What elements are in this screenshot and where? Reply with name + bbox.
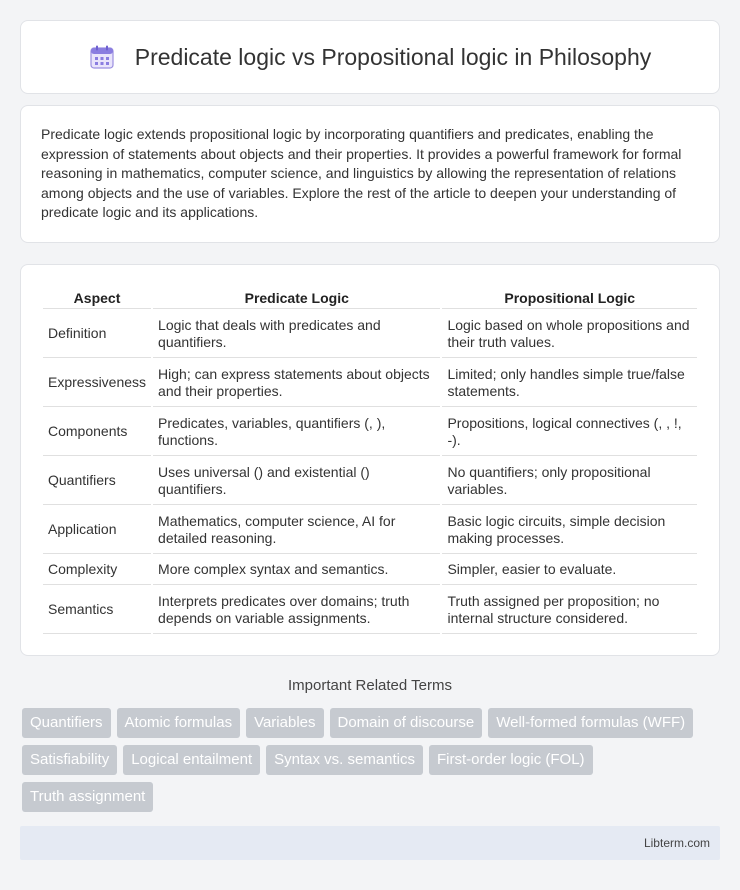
table-cell: Logic that deals with predicates and quantifiers. bbox=[153, 311, 440, 358]
related-term-tag[interactable]: Truth assignment bbox=[22, 782, 153, 812]
related-terms-list bbox=[22, 708, 702, 812]
related-term-tag[interactable]: Variables bbox=[246, 708, 323, 738]
table-header-row bbox=[43, 287, 697, 309]
table-cell: Application bbox=[43, 507, 151, 554]
comparison-table-card bbox=[20, 264, 720, 656]
related-term-tag[interactable]: Logical entailment bbox=[123, 745, 260, 775]
related-term-tag[interactable]: Quantifiers bbox=[22, 708, 111, 738]
table-cell: Truth assigned per proposition; no internal structure considered. bbox=[442, 587, 697, 634]
table-cell: Basic logic circuits, simple decision making processes. bbox=[442, 507, 697, 554]
comparison-table bbox=[41, 285, 699, 636]
table-cell: Propositions, logical connectives (, , !, -). bbox=[442, 409, 697, 456]
table-cell: Semantics bbox=[43, 587, 151, 634]
table-row bbox=[43, 311, 697, 358]
related-term-tag[interactable]: First-order logic (FOL) bbox=[429, 745, 593, 775]
header-propositional-logic: Propositional Logic bbox=[442, 287, 697, 309]
table-cell: Limited; only handles simple true/false statements. bbox=[442, 360, 697, 407]
intro-text: Predicate logic extends propositional logic by incorporating quantifiers and predicates, enabling the expression of statements about objects and their properties. It provides a powerful framework for formal reasoning in mathematics, computer science, and linguistics by allowing the representation of relations among objects and the use of variables. Explore the rest of the article to deepen your understanding of predicate logic and its applications. bbox=[41, 126, 682, 220]
table-cell: Interprets predicates over domains; truth depends on variable assignments. bbox=[153, 587, 440, 634]
title-card bbox=[20, 20, 720, 94]
table-row bbox=[43, 507, 697, 554]
footer bbox=[20, 826, 720, 860]
table-cell: Logic based on whole propositions and their truth values. bbox=[442, 311, 697, 358]
related-term-tag[interactable]: Atomic formulas bbox=[117, 708, 241, 738]
table-row bbox=[43, 556, 697, 585]
table-row bbox=[43, 360, 697, 407]
table-cell: Quantifiers bbox=[43, 458, 151, 505]
related-terms-title: Important Related Terms bbox=[288, 677, 452, 694]
table-cell: Simpler, easier to evaluate. bbox=[442, 556, 697, 585]
header-predicate-logic: Predicate Logic bbox=[153, 287, 440, 309]
table-row bbox=[43, 458, 697, 505]
related-term-tag[interactable]: Well-formed formulas (WFF) bbox=[488, 708, 693, 738]
table-cell: More complex syntax and semantics. bbox=[153, 556, 440, 585]
table-cell: Expressiveness bbox=[43, 360, 151, 407]
header-aspect: Aspect bbox=[43, 287, 151, 309]
table-cell: Uses universal () and existential () quantifiers. bbox=[153, 458, 440, 505]
page-title: Predicate logic vs Propositional logic in Philosophy bbox=[134, 43, 652, 70]
table-cell: Components bbox=[43, 409, 151, 456]
footer-brand-link[interactable]: Libterm.com bbox=[643, 836, 710, 850]
table-cell: Predicates, variables, quantifiers (, ), functions. bbox=[153, 409, 440, 456]
related-term-tag[interactable]: Domain of discourse bbox=[330, 708, 483, 738]
related-term-tag[interactable]: Satisfiability bbox=[22, 745, 117, 775]
table-cell: Complexity bbox=[43, 556, 151, 585]
table-cell: Mathematics, computer science, AI for detailed reasoning. bbox=[153, 507, 440, 554]
calendar-icon bbox=[89, 44, 115, 70]
intro-card bbox=[20, 105, 720, 243]
table-cell: No quantifiers; only propositional variables. bbox=[442, 458, 697, 505]
related-term-tag[interactable]: Syntax vs. semantics bbox=[266, 745, 423, 775]
table-cell: Definition bbox=[43, 311, 151, 358]
table-row bbox=[43, 409, 697, 456]
table-cell: High; can express statements about objects and their properties. bbox=[153, 360, 440, 407]
table-row bbox=[43, 587, 697, 634]
